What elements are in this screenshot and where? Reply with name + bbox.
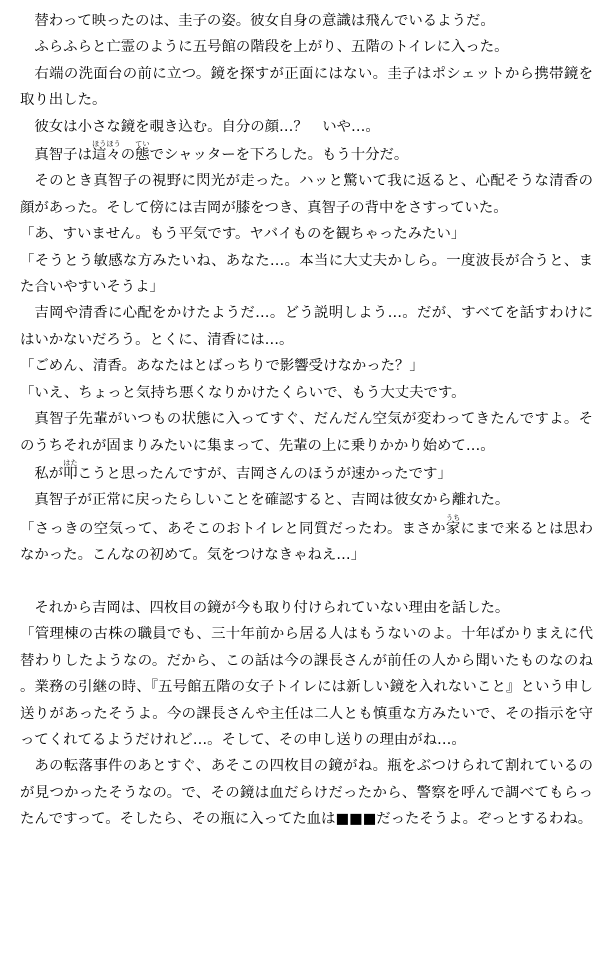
text-run: にまで来るとは思わなかった。こんなの初めて。気をつけなきゃねえ…」 — [20, 520, 593, 564]
dialogue-paragraph: 「ごめん、清香。あなたはとばっちりで影響受けなかった？」 — [20, 358, 424, 375]
ruby-base: 家 — [445, 520, 461, 537]
narration-paragraph: 彼女は小さな鏡を覗き込む。自分の顔…？ いや…。 — [34, 118, 380, 135]
dialogue-paragraph: 「あ、すいません。もう平気です。ヤバイものを観ちゃったみたい」 — [20, 226, 466, 243]
narration-paragraph: 替わって映ったのは、圭子の姿。彼女自身の意識は飛んでいるようだ。 — [34, 13, 495, 29]
narration-paragraph: そのとき真智子の視野に閃光が走った。ハッと驚いて我に返ると、心配そうな清香の顔があった。そして傍には吉岡が膝をつき、真智子の背中をさすっていた。 — [20, 173, 593, 216]
ruby-base: 叩 — [63, 465, 78, 482]
narration-paragraph: 吉岡や清香に心配をかけたようだ…。どう説明しよう…。だが、すべてを話すわけにはいかないだろう。とくに、清香には…。 — [20, 305, 593, 348]
ruby-base: 這々 — [91, 147, 121, 164]
narration-paragraph: ふらふらと亡霊のように五号館の階段を上がり、五階のトイレに入った。 — [34, 39, 509, 56]
narration-paragraph — [20, 140, 593, 168]
narration-paragraph: 右端の洗面台の前に立つ。鏡を探すが正面にはない。圭子はポシェットから携帯鏡を取り出した。 — [20, 65, 593, 109]
ruby-annotation — [91, 140, 121, 164]
ruby-annotation — [445, 513, 461, 537]
dialogue-paragraph: 「いえ、ちょっと気持ち悪くなりかけたくらいで、もう大丈夫です。 — [20, 384, 466, 401]
narration-paragraph: それから吉岡は、四枚目の鏡が今も取り付けられていない理由を話した。 — [34, 599, 510, 616]
text-run: こうと思ったんですが、吉岡さんのほうが速かったです」 — [77, 465, 452, 482]
ruby-base: 態 — [135, 147, 150, 164]
text-run: 真智子は — [34, 147, 92, 164]
narration-paragraph — [20, 459, 593, 487]
dialogue-paragraph — [20, 514, 593, 569]
text-run: 「さっきの空気って、あそこのおトイレと同質だったわ。まさか — [20, 520, 446, 537]
text-run: の — [120, 147, 136, 164]
dialogue-paragraph: 「管理棟の古株の職員でも、三十年前から居る人はもうないのよ。十年ばかりまえに代替わりしたようなの。だから、この話は今の課長さんが前任の人から聞いたものなのね。業務の引継の時、『五号館五階の女子トイレには新しい鏡を入れないこと』という申し送りがあったそうよ。今の課長さんや主任は二人とも慎重な方みたいで、その指示を守ってくれてるようだけれど…。そして、その申し送りの理由がね…。 — [20, 626, 593, 748]
blank-line — [20, 569, 593, 595]
text-run: でシャッターを下ろした。もう十分だ。 — [149, 147, 409, 164]
ruby-reading: うち — [445, 513, 461, 522]
ruby-reading: てい — [135, 140, 150, 149]
ruby-annotation — [63, 458, 78, 482]
narration-paragraph: 真智子先輩がいつもの状態に入ってすぐ、だんだん空気が変わってきたんですよ。そのうちそれが固まりみたいに集まって、先輩の上に乗りかかり始めて…。 — [20, 411, 593, 454]
narration-paragraph: 真智子が正常に戻ったらしいことを確認すると、吉岡は彼女から離れた。 — [34, 492, 510, 509]
narration-paragraph: あの転落事件のあとすぐ、あそこの四枚目の鏡がね。瓶をぶつけられて割れているのが見つかったそうなの。で、その鏡は血だらけだったから、警察を呼んで調べてもらったんですって。そしたら、その瓶に入ってた血は■■■だったそうよ。ぞっとするわね。 — [20, 758, 593, 828]
dialogue-paragraph: 「そうとう敏感な方みたいね、あなた…。本当に大丈夫かしら。一度波長が合うと、また合いやすいそうよ」 — [20, 252, 593, 296]
ruby-reading: はた — [63, 458, 78, 467]
ruby-annotation — [135, 140, 150, 164]
text-run: 私が — [34, 465, 64, 482]
ruby-reading: ほうほう — [91, 140, 121, 149]
